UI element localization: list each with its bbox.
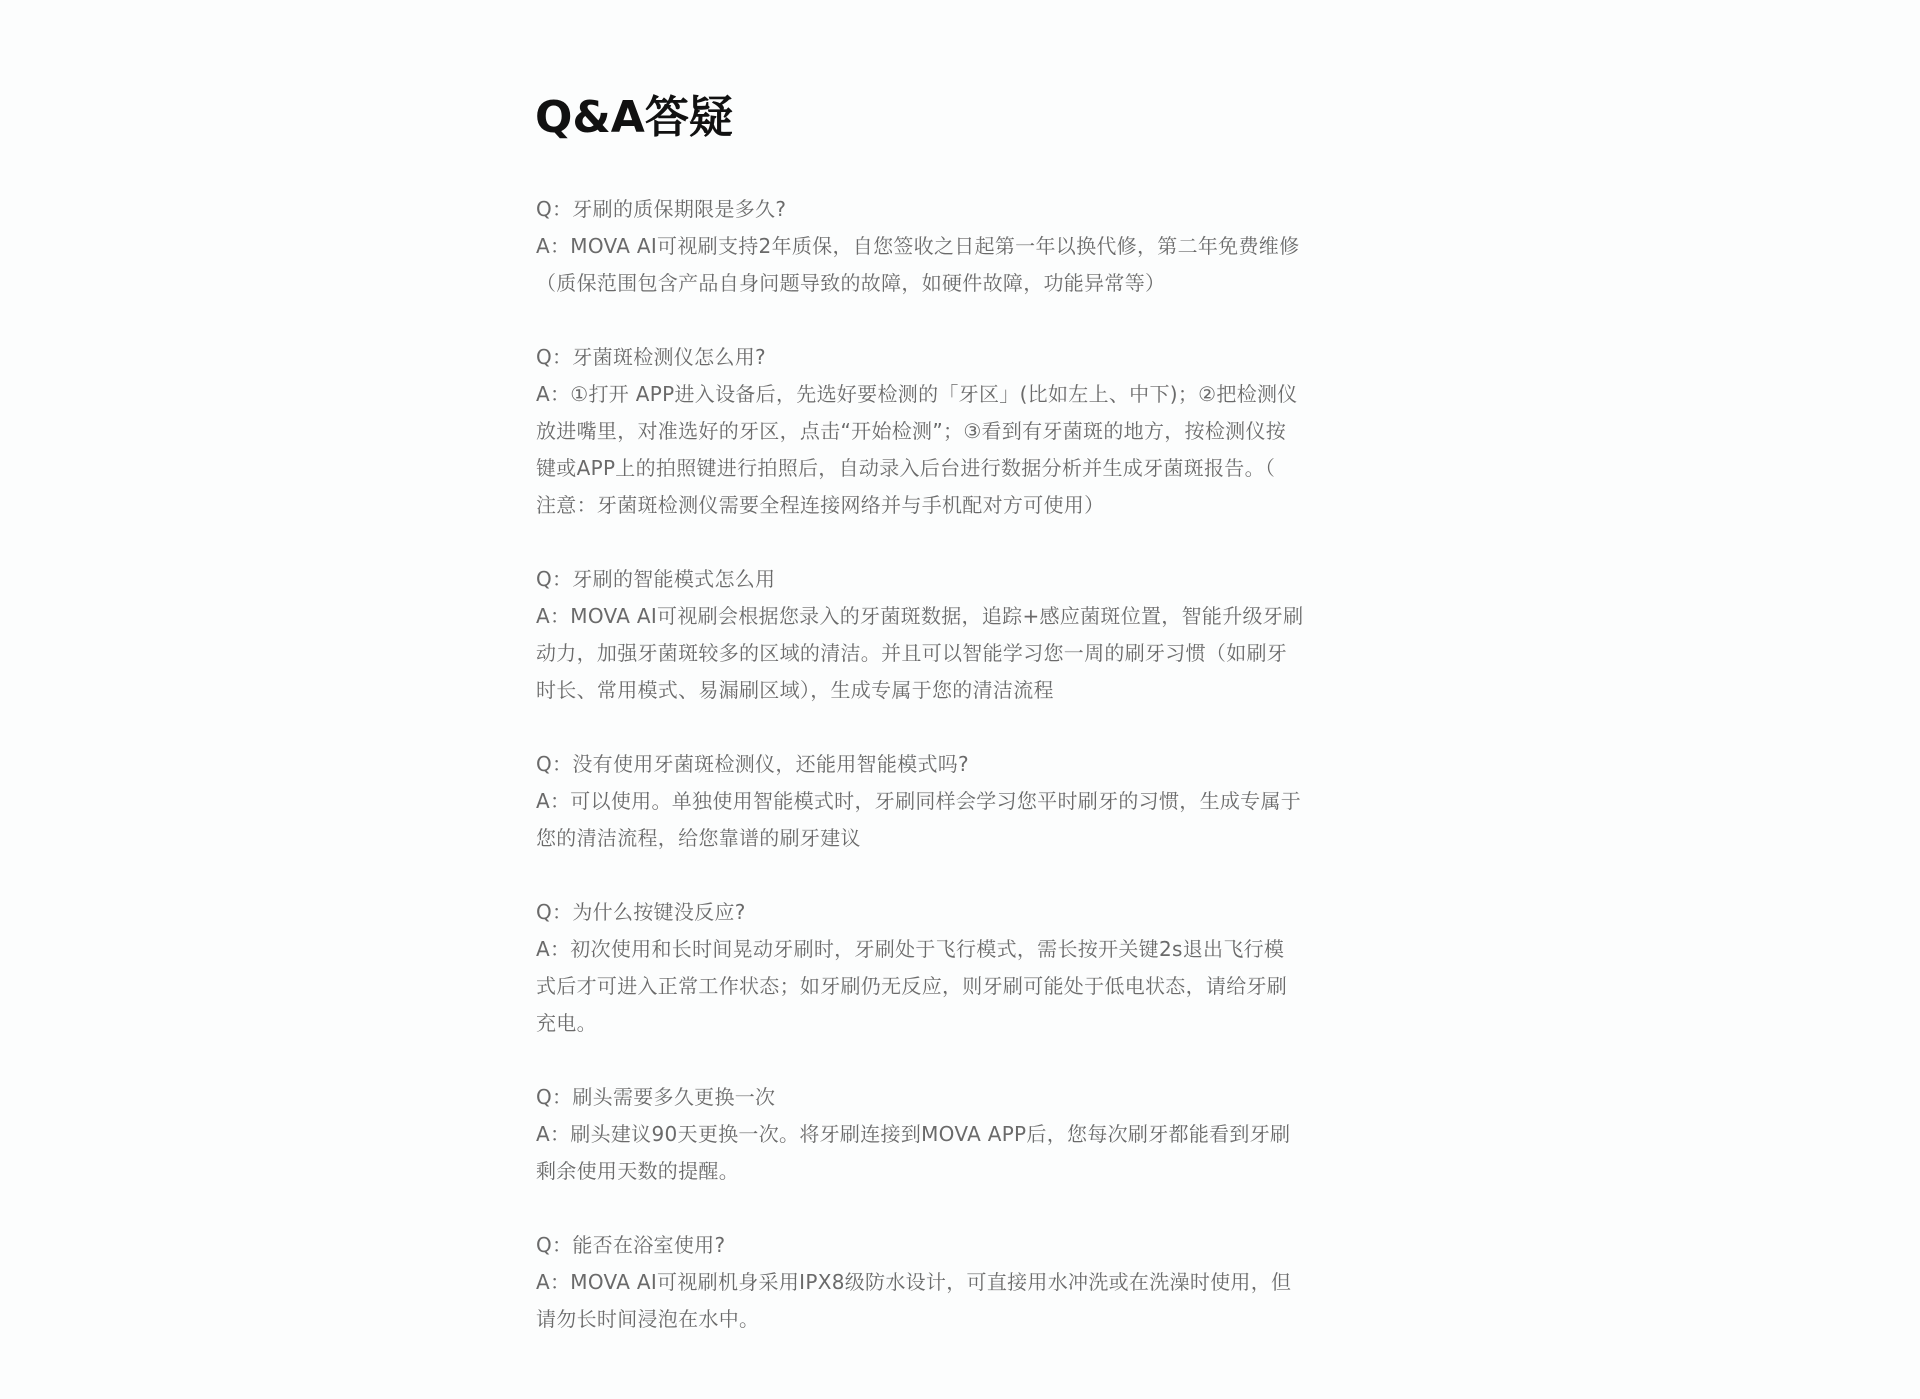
- faq-item: [536, 561, 1386, 709]
- faq-answer: A：刷头建议90天更换一次。将牙刷连接到MOVA APP后，您每次刷牙都能看到牙刷 剩余使用天数的提醒。: [536, 1122, 1291, 1183]
- faq-answer: A：①打开 APP进入设备后，先选好要检测的「牙区」(比如左上、中下)；②把检测仪 放进嘴里，对准选好的牙区，点击“开始检测”；③看到有牙菌斑的地方，按检测仪按 键或APP上的拍照键进行拍照后，自动录入后台进行数据分析并生成牙菌斑报告。（ 注意：牙菌斑检测仪需要全程连接网络并与手机配对方可使用）: [536, 382, 1298, 517]
- faq-answer: A：MOVA AI可视刷支持2年质保，自您签收之日起第一年以换代修，第二年免费维修 （质保范围包含产品自身问题导致的故障，如硬件故障，功能异常等）: [536, 234, 1300, 295]
- faq-answer: A：MOVA AI可视刷机身采用IPX8级防水设计，可直接用水冲洗或在洗澡时使用，但 请勿长时间浸泡在水中。: [536, 1270, 1292, 1331]
- faq-answer: A：初次使用和长时间晃动牙刷时，牙刷处于飞行模式，需长按开关键2s退出飞行模 式后才可进入正常工作状态；如牙刷仍无反应，则牙刷可能处于低电状态，请给牙刷 充电。: [536, 937, 1288, 1035]
- faq-item: [536, 191, 1386, 302]
- faq-question: Q：牙刷的质保期限是多久?: [536, 197, 787, 221]
- faq-question: Q：刷头需要多久更换一次: [536, 1085, 776, 1109]
- faq-item: [536, 746, 1386, 857]
- faq-question: Q：牙菌斑检测仪怎么用?: [536, 345, 766, 369]
- faq-item: [536, 339, 1386, 524]
- page-title: Q&A答疑: [535, 92, 733, 143]
- faq-question: Q：为什么按键没反应?: [536, 900, 746, 924]
- faq-question: Q：牙刷的智能模式怎么用: [536, 567, 776, 591]
- faq-answer: A：MOVA AI可视刷会根据您录入的牙菌斑数据，追踪+感应菌斑位置，智能升级牙刷 动力，加强牙菌斑较多的区域的清洁。并且可以智能学习您一周的刷牙习惯（如刷牙 时长、常用模式、易漏刷区域），生成专属于您的清洁流程: [536, 604, 1304, 702]
- faq-item: [536, 894, 1386, 1042]
- faq-answer: A：可以使用。单独使用智能模式时，牙刷同样会学习您平时刷牙的习惯，生成专属于 您的清洁流程，给您靠谱的刷牙建议: [536, 789, 1302, 850]
- faq-item: [536, 1079, 1386, 1190]
- faq-item: [536, 1227, 1386, 1338]
- faq-question: Q：没有使用牙菌斑检测仪，还能用智能模式吗?: [536, 752, 969, 776]
- faq-list: [536, 191, 1386, 1375]
- faq-question: Q：能否在浴室使用?: [536, 1233, 726, 1257]
